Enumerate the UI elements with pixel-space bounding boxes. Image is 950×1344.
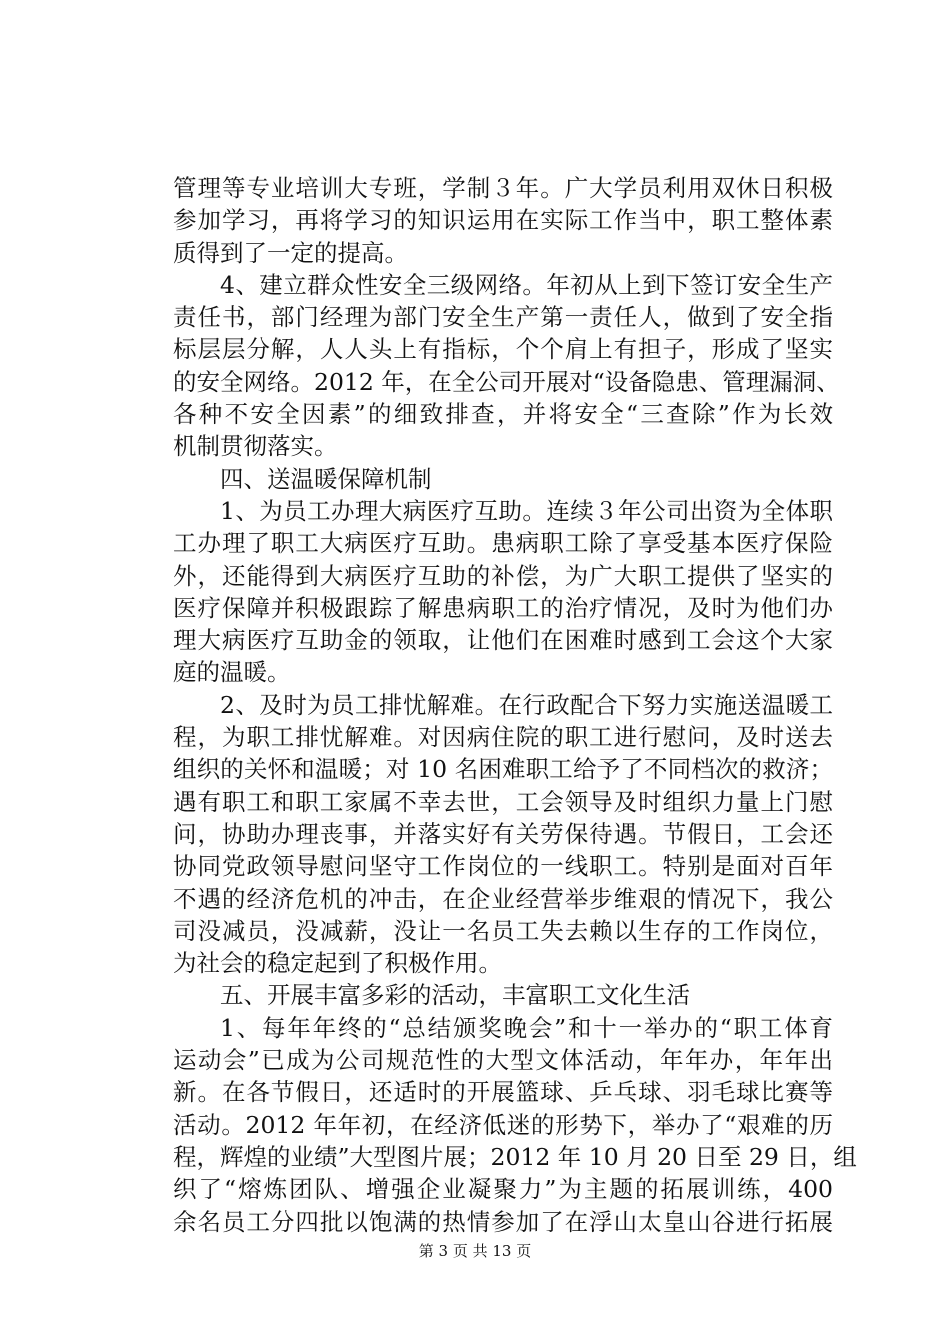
text-line: 遇有职工和职工家属不幸去世，工会领导及时组织力量上门慰 bbox=[173, 787, 833, 816]
text-line: 1、每年年终的“总结颁奖晚会”和十一举办的“职工体育 bbox=[220, 1013, 833, 1042]
text-line: 运动会”已成为公司规范性的大型文体活动，年年办，年年出 bbox=[173, 1046, 833, 1075]
text-line: 问，协助办理丧事，并落实好有关劳保待遇。节假日，工会还 bbox=[173, 819, 833, 848]
text-line: 司没减员，没减薪，没让一名员工失去赖以生存的工作岗位， bbox=[173, 916, 833, 945]
text-line: 新。在各节假日，还适时的开展篮球、乒乓球、羽毛球比赛等 bbox=[173, 1078, 833, 1107]
text-line: 织了“熔炼团队、增强企业凝聚力”为主题的拓展训练，400 bbox=[173, 1175, 833, 1204]
text-line: 余名员工分四批以饱满的热情参加了在浮山太皇山谷进行拓展 bbox=[173, 1207, 833, 1236]
text-line: 庭的温暖。 bbox=[173, 658, 291, 687]
text-line: 质得到了一定的提高。 bbox=[173, 238, 408, 267]
text-line: 不遇的经济危机的冲击，在企业经营举步维艰的情况下，我公 bbox=[173, 884, 833, 913]
text-line: 标层层分解，人人头上有指标，个个肩上有担子，形成了坚实 bbox=[173, 335, 833, 364]
text-line: 2、及时为员工排忧解难。在行政配合下努力实施送温暖工 bbox=[220, 690, 833, 719]
text-line: 医疗保障并积极跟踪了解患病职工的治疗情况，及时为他们办 bbox=[173, 593, 833, 622]
text-line: 1、为员工办理大病医疗互助。连续３年公司出资为全体职 bbox=[220, 496, 833, 525]
text-line: 外，还能得到大病医疗互助的补偿，为广大职工提供了坚实的 bbox=[173, 561, 833, 590]
document-body bbox=[173, 172, 857, 1238]
text-line: 协同党政领导慰问坚守工作岗位的一线职工。特别是面对百年 bbox=[173, 852, 833, 881]
text-line: 工办理了职工大病医疗互助。患病职工除了享受基本医疗保险 bbox=[173, 529, 833, 558]
text-line: 责任书，部门经理为部门安全生产第一责任人，做到了安全指 bbox=[173, 303, 833, 332]
text-line: 组织的关怀和温暖；对 10 名困难职工给予了不同档次的救济； bbox=[173, 755, 833, 784]
text-line: 机制贯彻落实。 bbox=[173, 432, 338, 461]
section-heading: 五、开展丰富多彩的活动，丰富职工文化生活 bbox=[220, 981, 690, 1010]
text-line: 程，为职工排忧解难。对因病住院的职工进行慰问，及时送去 bbox=[173, 723, 833, 752]
text-line: 管理等专业培训大专班，学制３年。广大学员利用双休日积极 bbox=[173, 174, 833, 202]
text-line: 程，辉煌的业绩”大型图片展；2012 年 10 月 20 日至 29 日，组 bbox=[173, 1142, 857, 1171]
text-line: 4、建立群众性安全三级网络。年初从上到下签订安全生产 bbox=[220, 270, 833, 299]
text-line: 参加学习，再将学习的知识运用在实际工作当中，职工整体素 bbox=[173, 206, 833, 235]
text-line: 各种不安全因素”的细致排查，并将安全“三查除”作为长效 bbox=[173, 400, 833, 429]
text-line: 的安全网络。2012 年，在全公司开展对“设备隐患、管理漏洞、 bbox=[173, 367, 840, 396]
page-number: 第 3 页 共 13 页 bbox=[418, 1242, 532, 1260]
section-heading: 四、送温暖保障机制 bbox=[220, 464, 432, 493]
text-line: 为社会的稳定起到了积极作用。 bbox=[173, 949, 502, 978]
text-line: 活动。2012 年年初，在经济低迷的形势下，举办了“艰难的历 bbox=[173, 1110, 833, 1139]
text-line: 理大病医疗互助金的领取，让他们在困难时感到工会这个大家 bbox=[173, 626, 833, 655]
